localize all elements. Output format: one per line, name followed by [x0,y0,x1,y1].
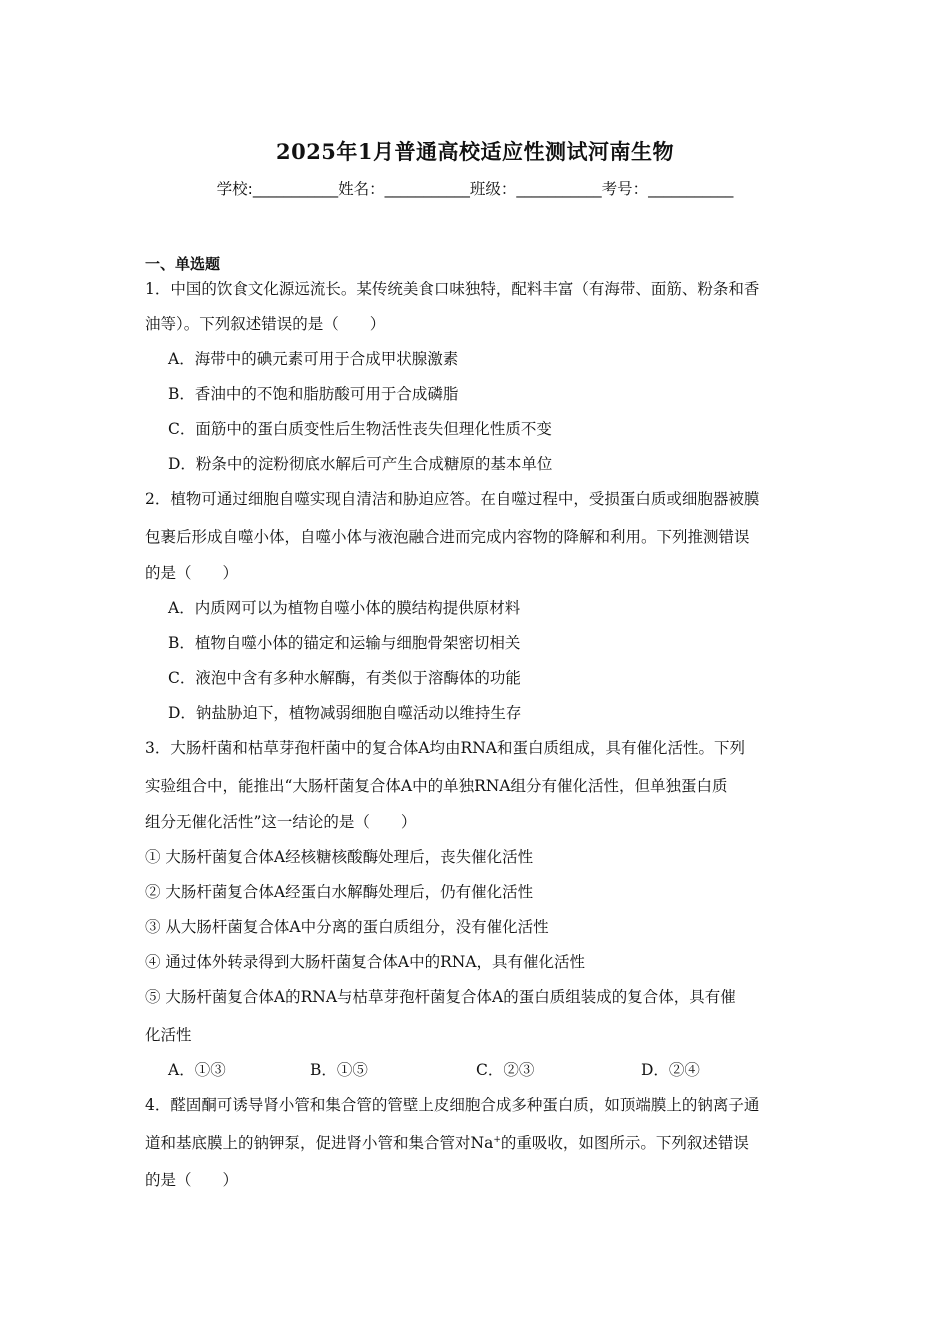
q2-option-c: C．液泡中含有多种水解酶，有类似于溶酶体的功能 [168,669,521,687]
q3-item-1: ① 大肠杆菌复合体A经核糖核酸酶处理后，丧失催化活性 [145,848,534,866]
q3-options-row [168,1060,788,1080]
q4-stem-line2-part2: 的重吸收，如图所示。下列叙述错误 [500,1134,749,1152]
q3-item-3: ③ 从大肠杆菌复合体A中分离的蛋白质组分，没有催化活性 [145,918,549,936]
q3-stem-line3: 组分无催化活性”这一结论的是（ ） [145,813,417,831]
q3-item-2: ② 大肠杆菌复合体A经蛋白水解酶处理后，仍有催化活性 [145,883,534,901]
q4-stem-line2-part1: 道和基底膜上的钠钾泵，促进肾小管和集合管对Na [145,1134,494,1152]
q2-stem-line3: 的是（ ） [145,564,239,582]
q3-item-4: ④ 通过体外转录得到大肠杆菌复合体A中的RNA，具有催化活性 [145,953,586,971]
q1-option-a: A．海带中的碘元素可用于合成甲状腺激素 [168,350,459,368]
student-info-line [0,177,950,199]
q4-stem-line3: 的是（ ） [145,1171,239,1189]
q1-option-b: B．香油中的不饱和脂肪酸可用于合成磷脂 [168,385,459,403]
q2-option-b: B．植物自噬小体的锚定和运输与细胞骨架密切相关 [168,634,521,652]
q3-option-b: B．①⑤ [310,1061,368,1079]
q2-option-d: D．钠盐胁迫下，植物减弱细胞自噬活动以维持生存 [168,704,522,722]
q3-stem-line1: 3．大肠杆菌和枯草芽孢杆菌中的复合体A均由RNA和蛋白质组成，具有催化活性。下列 [145,739,745,757]
q3-item-5-continued: 化活性 [145,1026,192,1044]
q3-option-d: D．②④ [641,1061,700,1079]
student-info-text: 学校:___________姓名：___________班级：___________考号：___________ [216,180,734,198]
section-title: 一、单选题 [145,255,221,273]
q2-stem-line2: 包裹后形成自噬小体，自噬小体与液泡融合进而完成内容物的降解和利用。下列推测错误 [145,528,750,546]
q2-stem-line1: 2．植物可通过细胞自噬实现自清洁和胁迫应答。在自噬过程中，受损蛋白质或细胞器被膜 [145,490,760,508]
page-title: 2025年1月普通高校适应性测试河南生物 [275,139,675,164]
q1-stem-line2: 油等）。下列叙述错误的是（ ） [145,315,386,333]
q4-stem-line1: 4．醛固酮可诱导肾小管和集合管的管壁上皮细胞合成多种蛋白质，如顶端膜上的钠离子通 [145,1096,760,1114]
q1-option-d: D．粉条中的淀粉彻底水解后可产生合成糖原的基本单位 [168,455,553,473]
q3-option-a: A．①③ [168,1061,226,1079]
q1-stem-line1: 1．中国的饮食文化源远流长。某传统美食口味独特，配料丰富（有海带、面筋、粉条和香 [145,280,760,298]
q4-stem-line2 [145,1133,749,1153]
q2-option-a: A．内质网可以为植物自噬小体的膜结构提供原材料 [168,599,521,617]
q3-option-c: C．②③ [476,1061,535,1079]
q1-option-c: C．面筋中的蛋白质变性后生物活性丧失但理化性质不变 [168,420,552,438]
sodium-charge-superscript: + [493,1134,501,1145]
q3-item-5: ⑤ 大肠杆菌复合体A的RNA与枯草芽孢杆菌复合体A的蛋白质组装成的复合体，具有催 [145,988,736,1006]
q3-stem-line2: 实验组合中，能推出“大肠杆菌复合体A中的单独RNA组分有催化活性，但单独蛋白质 [145,777,728,795]
